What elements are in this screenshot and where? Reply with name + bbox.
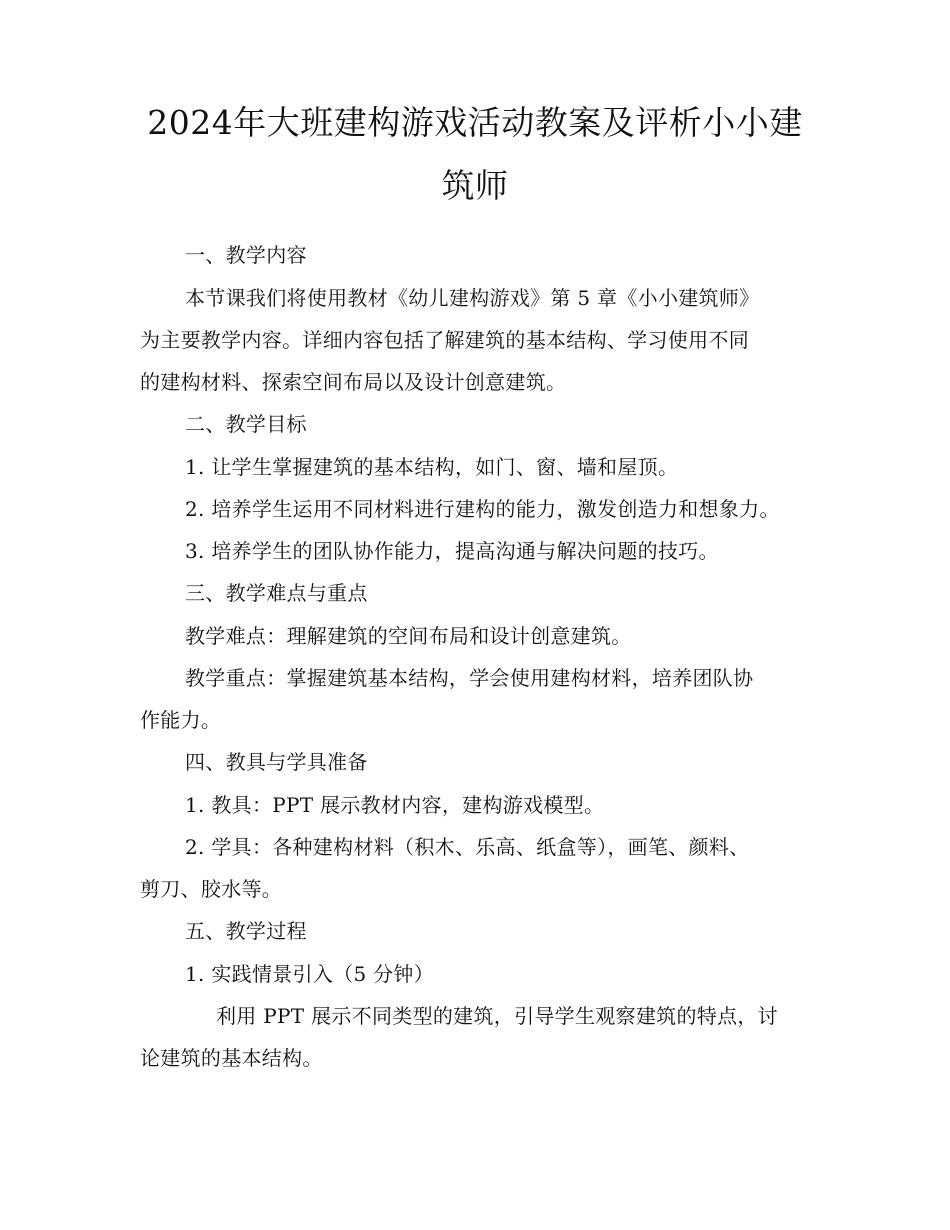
list-item: 1. 让学生掌握建筑的基本结构，如门、窗、墙和屋顶。 (185, 455, 679, 479)
section-heading-teaching-goals: 二、教学目标 (185, 412, 307, 436)
list-item: 2. 学具：各种建构材料（积木、乐高、纸盒等），画笔、颜料、 (185, 835, 750, 859)
section-heading-difficulties: 三、教学难点与重点 (185, 581, 368, 605)
list-item: 1. 实践情景引入（5 分钟） (185, 962, 435, 986)
list-item: 3. 培养学生的团队协作能力，提高沟通与解决问题的技巧。 (185, 539, 719, 563)
document-title-line-1: 2024年大班建构游戏活动教案及评析小小建 (147, 103, 803, 142)
section-heading-teaching-content: 一、教学内容 (185, 243, 307, 267)
paragraph-line: 为主要教学内容。详细内容包括了解建筑的基本结构、学习使用不同 (140, 328, 749, 352)
section-heading-materials: 四、教具与学具准备 (185, 750, 368, 774)
paragraph-line: 本节课我们将使用教材《幼儿建构游戏》第 5 章《小小建筑师》 (185, 286, 760, 310)
list-item: 1. 教具：PPT 展示教材内容，建构游戏模型。 (185, 793, 605, 817)
paragraph-line: 教学重点：掌握建筑基本结构，学会使用建构材料，培养团队协 (185, 666, 754, 690)
section-heading-process: 五、教学过程 (185, 919, 307, 943)
document-title-line-2: 筑师 (441, 166, 509, 205)
paragraph-line: 的建构材料、探索空间布局以及设计创意建筑。 (140, 370, 567, 394)
paragraph-line: 利用 PPT 展示不同类型的建筑，引导学生观察建筑的特点，讨 (216, 1004, 778, 1028)
paragraph-line: 论建筑的基本结构。 (140, 1046, 323, 1070)
list-item: 2. 培养学生运用不同材料进行建构的能力，激发创造力和想象力。 (185, 497, 780, 521)
paragraph-line: 剪刀、胶水等。 (140, 877, 283, 901)
paragraph-line: 教学难点：理解建筑的空间布局和设计创意建筑。 (185, 624, 632, 648)
paragraph-line: 作能力。 (140, 708, 222, 732)
